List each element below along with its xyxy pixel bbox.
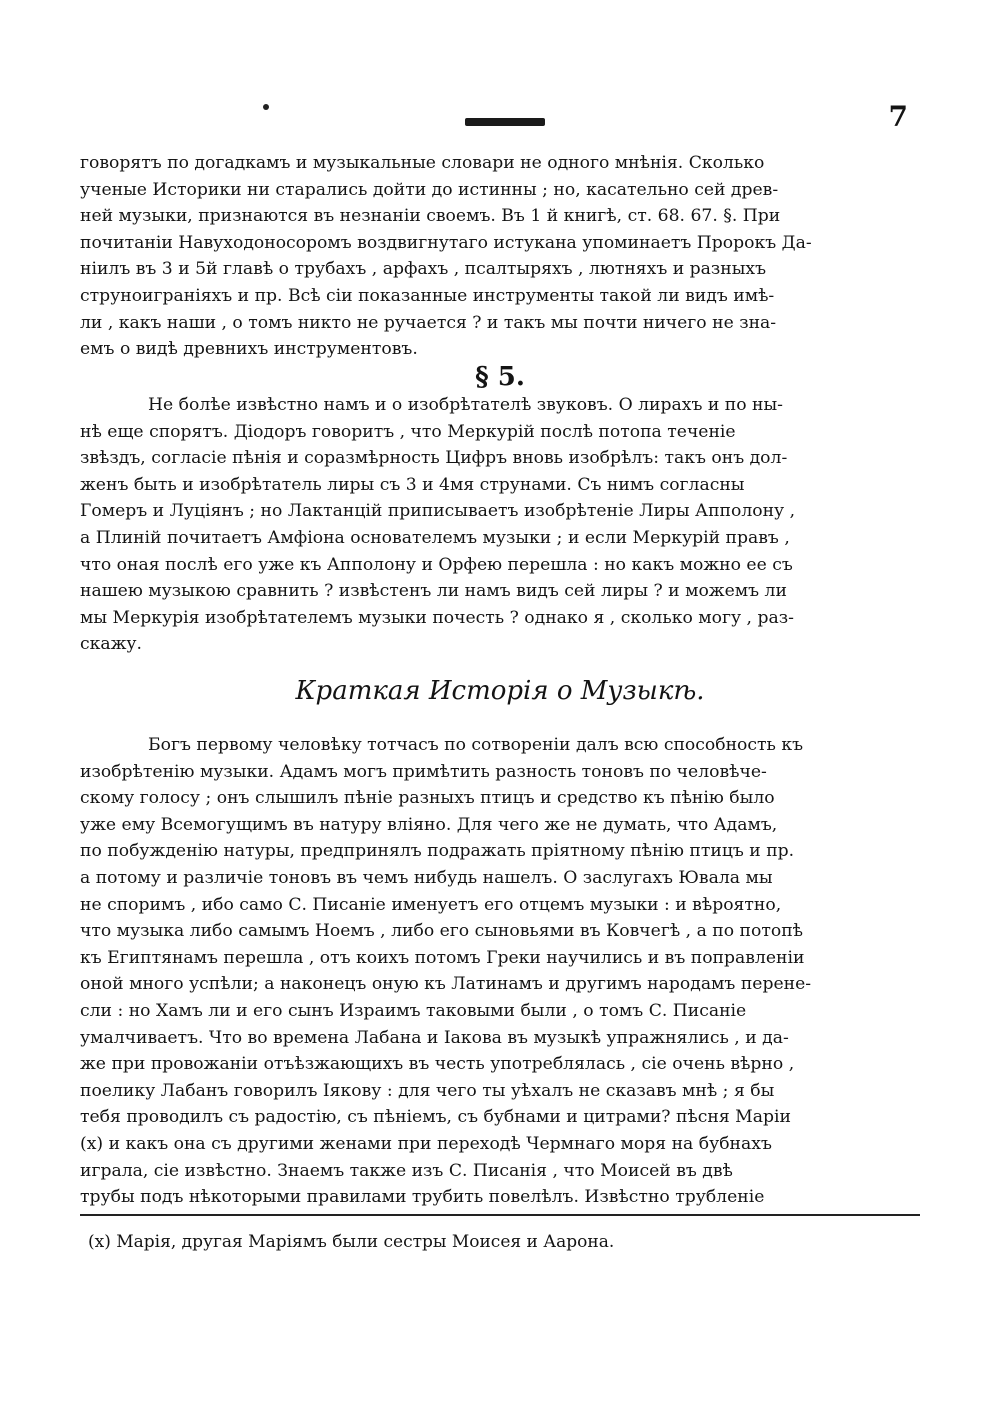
text-line: ученые Историки ни старались дойти до истинны ; но, касательно сей древ- (80, 179, 779, 200)
text-line: емъ о видѣ древнихъ инструментовъ. (80, 339, 418, 360)
text-line: по побужденію натуры, предпринялъ подражать пріятному пѣнію птицъ и пр. (80, 841, 795, 862)
text-line: изобрѣтенію музыки. Адамъ могъ примѣтить разность тоновъ по человѣче- (80, 761, 767, 782)
text-line: почитаніи Навуходоносоромъ воздвигнутаго истукана упоминаетъ Пророкъ Да- (80, 232, 812, 253)
text-line: а Плиній почитаетъ Амфіона основателемъ музыки ; и если Меркурій правъ , (80, 527, 790, 548)
text-line: же при провожаніи отъѣзжающихъ въ честь употреблялась , сіе очень вѣрно , (80, 1054, 795, 1075)
paragraph-2 (80, 392, 920, 658)
text-line: а потому и различіе тоновъ въ чемъ нибудь нашелъ. О заслугахъ Ювала мы (80, 867, 773, 888)
text-line: Богъ первому человѣку тотчасъ по сотвореніи далъ всю способность къ (148, 735, 804, 755)
text-line: играла, сіе извѣстно. Знаемъ также изъ С. Писанія , что Моисей въ двѣ (80, 1160, 733, 1181)
chapter-heading: Краткая Исторія о Музыкѣ. (295, 676, 705, 706)
text-line: оной много успѣли; а наконецъ оную къ Латинамъ и другимъ народамъ перене- (80, 974, 812, 995)
text-line: ней музыки, признаются въ незнаніи своемъ. Въ 1 й книгѣ, ст. 68. 67. §. При (80, 206, 781, 227)
text-line: умалчиваетъ. Что во времена Лабана и Іакова въ музыкѣ упражнялись , и да- (80, 1027, 789, 1048)
footnote: (x) Марія, другая Маріямъ были сестры Моисея и Аарона. (88, 1232, 615, 1252)
text-line: поелику Лабанъ говорилъ Іякову : для чего ты уѣхалъ не сказавъ мнѣ ; я бы (80, 1080, 775, 1101)
page-number: 7 (888, 100, 908, 133)
text-line: звѣздъ, согласіе пѣнія и соразмѣрность Цифръ вновь изобрѣлъ: такъ онъ дол- (80, 448, 788, 469)
page-header (80, 100, 920, 140)
text-line: что музыка либо самымъ Ноемъ , либо его сыновьями въ Ковчегѣ , а по потопѣ (80, 921, 804, 942)
text-line: ли , какъ наши , о томъ никто не ручается ? и такъ мы почти ничего не зна- (80, 312, 777, 333)
text-line: сли : но Хамъ ли и его сынъ Израимъ таковыми были , о томъ С. Писаніе (80, 1000, 747, 1021)
text-line: не споримъ , ибо само С. Писаніе именуетъ его отцемъ музыки : и вѣроятно, (80, 894, 782, 915)
text-line: скажу. (80, 634, 143, 655)
ink-dot (263, 104, 269, 110)
text-line: говорятъ по догадкамъ и музыкальные словари не одного мнѣнія. Сколько (80, 153, 765, 173)
text-line: Гомеръ и Луціянъ ; но Лактанцій приписываетъ изобрѣтеніе Лиры Апполону , (80, 501, 796, 522)
text-line: къ Египтянамъ перешла , отъ коихъ потомъ Греки научились и въ поправленіи (80, 947, 805, 968)
text-line: струноиграніяхъ и пр. Всѣ сіи показанные инструменты такой ли видъ имѣ- (80, 285, 775, 306)
header-ornament-rule (465, 118, 545, 126)
text-line: женъ быть и изобрѣтатель лиры съ 3 и 4мя струнами. Съ нимъ согласны (80, 474, 745, 495)
text-line: (x) и какъ она съ другими женами при переходѣ Чермнаго моря на бубнахъ (80, 1133, 772, 1154)
footnote-divider (80, 1214, 920, 1216)
text-line: ніилъ въ 3 и 5й главѣ о трубахъ , арфахъ , псалтыряхъ , лютняхъ и разныхъ (80, 259, 767, 280)
text-line: что оная послѣ его уже къ Апполону и Орфею перешла : но какъ можно ее съ (80, 554, 793, 575)
section-mark: § 5. (475, 362, 525, 392)
text-line: нѣ еще спорятъ. Діодоръ говоритъ , что Меркурій послѣ потопа теченіе (80, 421, 736, 442)
text-line: трубы подъ нѣкоторыми правилами трубить повелѣлъ. Извѣстно трубленіе (80, 1187, 765, 1208)
text-line: нашею музыкою сравнить ? извѣстенъ ли намъ видъ сей лиры ? и можемъ ли (80, 581, 787, 602)
text-line: скому голосу ; онъ слышилъ пѣніе разныхъ птицъ и средство къ пѣнію было (80, 788, 775, 809)
paragraph-1 (80, 150, 920, 363)
paragraph-3 (80, 732, 920, 1211)
text-line: уже ему Всемогущимъ въ натуру вліяно. Для чего же не думать, что Адамъ, (80, 814, 778, 835)
text-line: Не болѣе извѣстно намъ и о изобрѣтателѣ звуковъ. О лирахъ и по ны- (148, 395, 783, 415)
text-line: мы Меркурія изобрѣтателемъ музыки почесть ? однако я , сколько могу , раз- (80, 607, 794, 628)
text-line: тебя проводилъ съ радостію, съ пѣніемъ, съ бубнами и цитрами? пѣсня Маріи (80, 1107, 791, 1128)
